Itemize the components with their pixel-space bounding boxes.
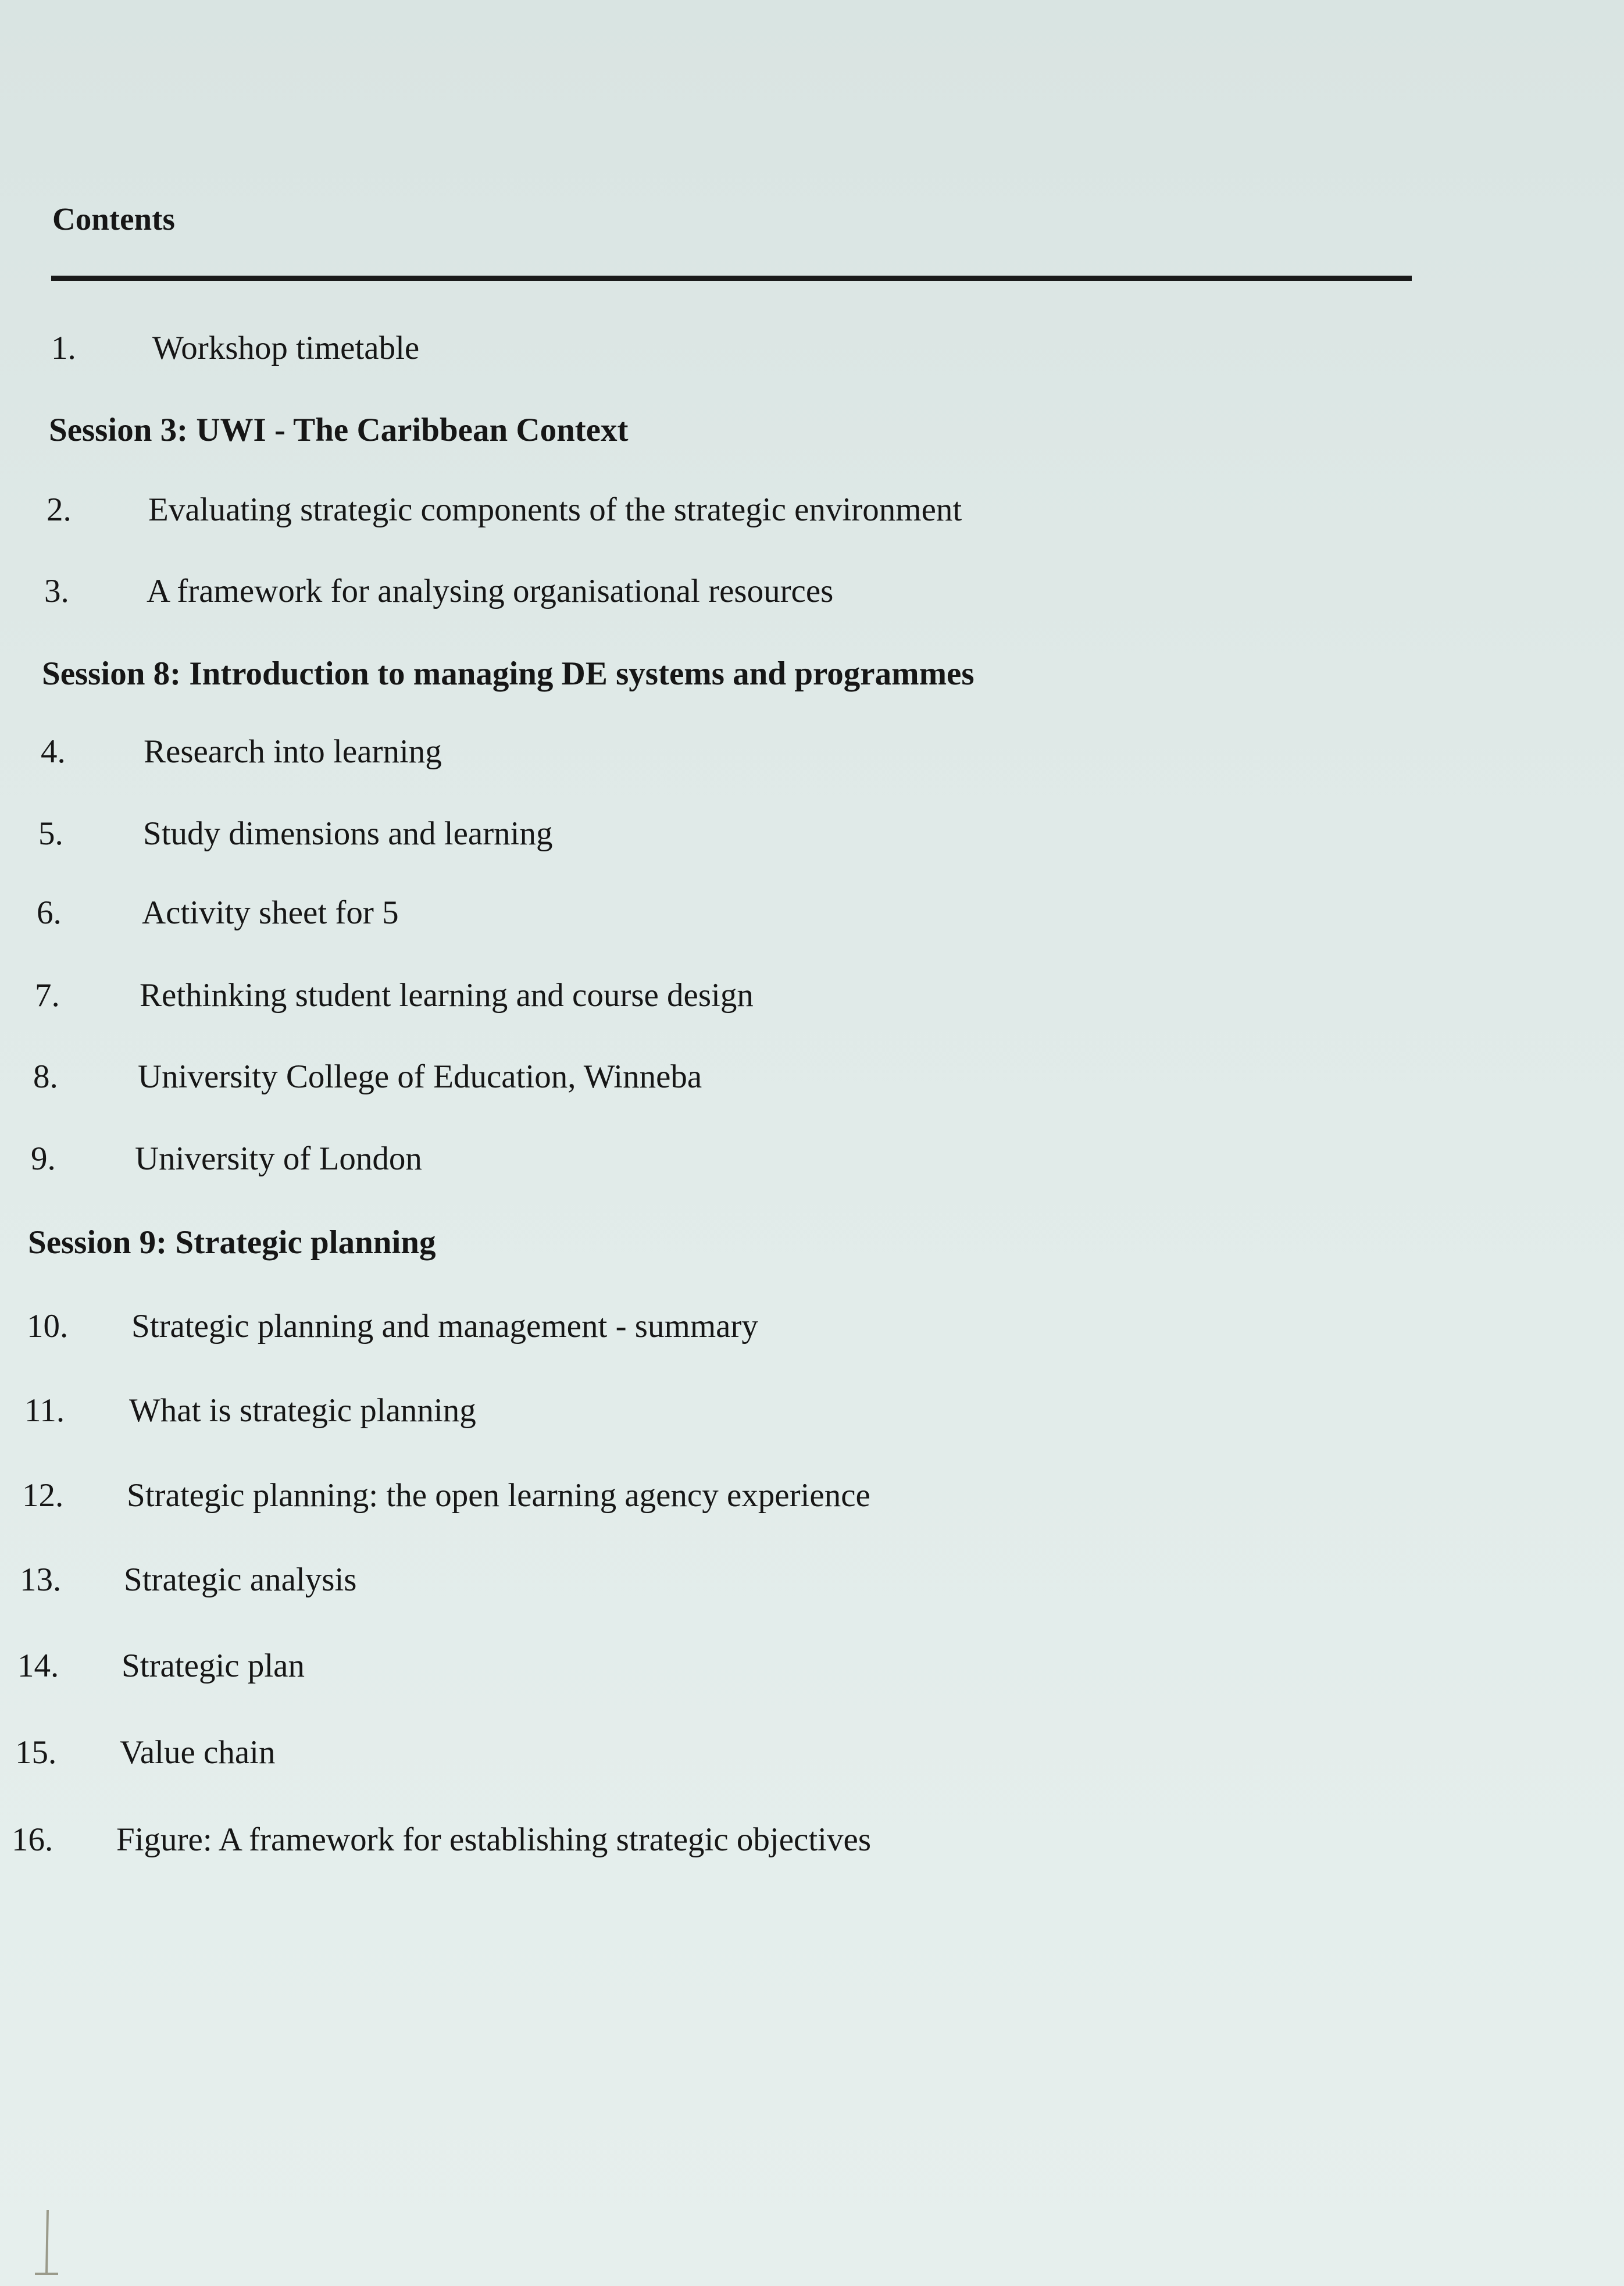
- toc-entry: [15, 1736, 1570, 1777]
- toc-entry: [22, 1479, 1570, 1520]
- toc-entry-number: 6.: [37, 894, 62, 931]
- toc-entry-number: 1.: [51, 330, 76, 366]
- toc-entry-title: Figure: A framework for establishing strategic objectives: [116, 1821, 872, 1858]
- toc-entry-title: Strategic plan: [122, 1647, 305, 1684]
- toc-entry-number: 7.: [35, 977, 60, 1014]
- session-heading: Session 9: Strategic planning: [28, 1224, 436, 1261]
- toc-entry-number: 14.: [17, 1647, 59, 1684]
- toc-entry-number: 3.: [44, 573, 69, 609]
- toc-entry-title: Rethinking student learning and course design: [140, 977, 754, 1014]
- toc-entry-title: Value chain: [120, 1734, 276, 1771]
- contents-heading: Contents: [52, 201, 175, 237]
- toc-entry: [51, 331, 1570, 372]
- toc-entry: [38, 817, 1570, 858]
- toc-entry: [41, 735, 1570, 776]
- toc-entry-title: Research into learning: [144, 733, 442, 770]
- toc-entry-title: Strategic planning and management - summary: [131, 1308, 758, 1345]
- session-heading: Session 3: UWI - The Caribbean Context: [49, 412, 629, 448]
- toc-entry-number: 2.: [47, 491, 72, 528]
- toc-entry-title: Study dimensions and learning: [143, 815, 553, 852]
- toc-entry-number: 5.: [38, 815, 63, 852]
- toc-entry: [24, 1394, 1570, 1435]
- toc-entry-number: 10.: [27, 1308, 69, 1345]
- toc-entry-title: Workshop timetable: [152, 330, 420, 366]
- toc-entry-title: University College of Education, Winneba: [138, 1058, 702, 1095]
- toc-entry-number: 13.: [20, 1561, 62, 1598]
- toc-entry: [20, 1563, 1570, 1604]
- toc-entry: [44, 575, 1570, 615]
- toc-entry-number: 15.: [15, 1734, 57, 1771]
- toc-entry-title: Strategic analysis: [124, 1561, 357, 1598]
- pin-icon: [35, 2210, 58, 2286]
- toc-entry-title: Evaluating strategic components of the strategic environment: [148, 491, 962, 528]
- toc-entry-title: University of London: [135, 1140, 422, 1177]
- toc-entry: [47, 493, 1570, 534]
- toc-entry-number: 8.: [33, 1058, 58, 1095]
- toc-entry: [35, 979, 1570, 1019]
- toc-entry: [12, 1823, 1570, 1864]
- toc-entry-title: Activity sheet for 5: [142, 894, 399, 931]
- toc-entry: [27, 1310, 1570, 1350]
- toc-entry-title: A framework for analysing organisational resources: [147, 573, 834, 609]
- toc-entry-number: 9.: [31, 1140, 56, 1177]
- toc-entry-title: Strategic planning: the open learning agency experience: [127, 1477, 870, 1514]
- toc-entry: [17, 1649, 1570, 1690]
- toc-entry: [33, 1060, 1570, 1101]
- toc-entry-number: 16.: [12, 1821, 53, 1858]
- toc-entry-title: What is strategic planning: [129, 1392, 476, 1429]
- toc-entry-number: 12.: [22, 1477, 64, 1514]
- session-heading: Session 8: Introduction to managing DE systems and programmes: [42, 655, 975, 692]
- toc-entry-number: 4.: [41, 733, 66, 770]
- toc-entry-number: 11.: [24, 1392, 65, 1429]
- toc-entry: [37, 896, 1570, 937]
- toc-entry: [31, 1142, 1570, 1183]
